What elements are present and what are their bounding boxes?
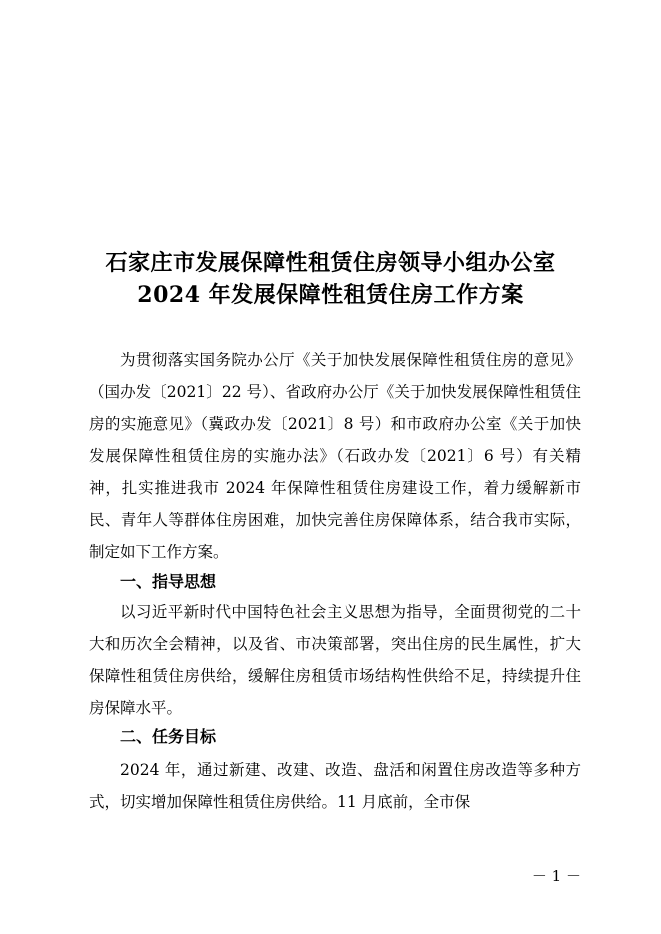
section-heading-task-goals: 二、任务目标 [120, 727, 217, 746]
task-goals-paragraph: 2024 年，通过新建、改建、改造、盘活和闲置住房改造等多种方式，切实增加保障性租赁住房供给。11 月底前，全市保 [89, 761, 581, 811]
section-heading-guiding-ideology: 一、指导思想 [120, 572, 217, 591]
page-number: － 1 － [531, 867, 581, 885]
document-title-line-1: 石家庄市发展保障性租赁住房领导小组办公室 [105, 250, 556, 276]
document-title-line-2: 2024 年发展保障性租赁住房工作方案 [137, 282, 524, 308]
intro-paragraph: 为贯彻落实国务院办公厅《关于加快发展保障性租赁住房的意见》（国办发〔2021〕22 号）、省政府办公厅《关于加快发展保障性租赁住房的实施意见》（冀政办发〔2021〕8 号）和市政府办公室《关于加快发展保障性租赁住房的实施办法》（石政办发〔2021〕6 号）有关精神，扎实推进我市 2024 年保障性租赁住房建设工作，着力缓解新市民、青年人等群体住房困难，加快完善住房保障体系，结合我市实际，制定如下工作方案。 [89, 351, 581, 561]
guiding-ideology-paragraph: 以习近平新时代中国特色社会主义思想为指导，全面贯彻党的二十大和历次全会精神，以及省、市决策部署，突出住房的民生属性，扩大保障性租赁住房供给，缓解住房租赁市场结构性供给不足，持续提升住房保障水平。 [89, 603, 581, 717]
